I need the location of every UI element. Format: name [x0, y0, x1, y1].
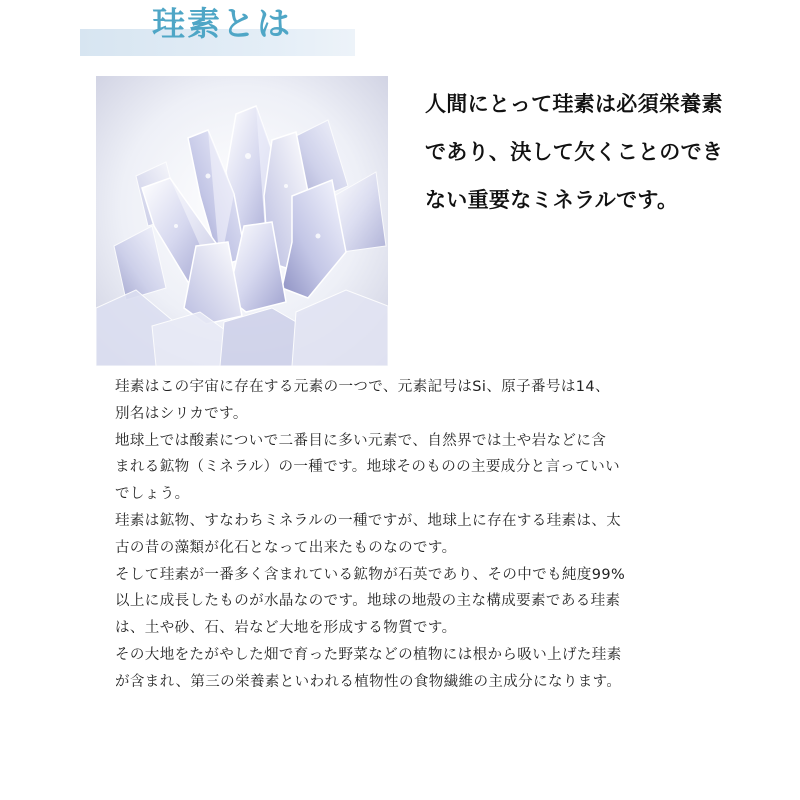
page-title: 珪素とは [152, 4, 292, 43]
headline [425, 80, 775, 224]
body-line: は、土や砂、石、岩など大地を形成する物質です。 [115, 620, 457, 637]
body-line: 珪素は鉱物、すなわちミネラルの一種ですが、地球上に存在する珪素は、太 [115, 512, 622, 529]
body-line: 古の昔の藻類が化石となって出来たものなのです。 [115, 539, 457, 556]
headline-line: 人間にとって珪素は必須栄養素 [425, 92, 723, 116]
body-line: 地球上では酸素についで二番目に多い元素で、自然界では土や岩などに含 [115, 432, 607, 449]
body-text [115, 374, 715, 696]
headline-line: ない重要なミネラルです。 [425, 188, 679, 212]
headline-line: であり、決して欠くことのでき [425, 140, 724, 164]
body-line: 別名はシリカです。 [115, 405, 248, 422]
body-line: まれる鉱物（ミネラル）の一種です。地球そのものの主要成分と言っていい [115, 459, 621, 476]
body-line: 珪素はこの宇宙に存在する元素の一つで、元素記号はSi、原子番号は14、 [115, 379, 610, 395]
body-line: でしょう。 [115, 486, 190, 503]
body-line: その大地をたがやした畑で育った野菜などの植物には根から吸い上げた珪素 [115, 646, 622, 663]
quartz-crystal-image [96, 76, 388, 366]
body-line: そして珪素が一番多く含まれている鉱物が石英であり、その中でも純度99% [115, 566, 626, 583]
body-line: 以上に成長したものが水晶なのです。地球の地殻の主な構成要素である珪素 [115, 593, 621, 610]
body-line: が含まれ、第三の栄養素といわれる植物性の食物繊維の主成分になります。 [115, 673, 622, 690]
